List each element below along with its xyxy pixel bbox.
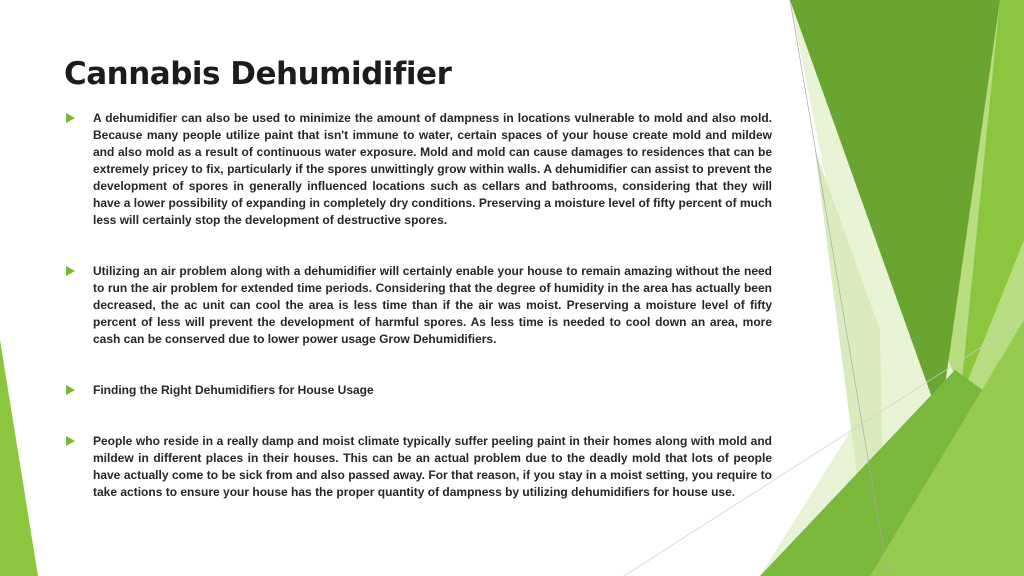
bullet-text: Utilizing an air problem along with a dehumidifier will certainly enable your house to remain amazing without the need to run the air problem for extended time periods. Considering that the degree of humidity in the area has actually been decreased, the ac unit can cool the area is less time than if the air was moist. Preserving a moisture level of fifty percent of less will prevent the development of harmful spores. As less time is needed to cool down an area, more cash can be conserved due to lower power usage Grow Dehumidifiers. <box>93 264 772 346</box>
bullet-text: A dehumidifier can also be used to minimize the amount of dampness in locations vulnerable to mold and also mold. Because many people utilize paint that isn't immune to water, certain spaces of your house create mold and mildew and also mold as a result of continuous water exposure. Mold and mold can cause damages to residences that can be extremely pricey to fix, particularly if the spores unwittingly grow within walls. A dehumidifier can assist to prevent the development of spores in generally influenced locations such as cellars and bathrooms, considering that they will have a lower possibility of expanding in completely dry conditions. Preserving a moisture level of fifty percent of much less will certainly stop the development of destructive spores. <box>93 111 772 227</box>
arrow-bullet-icon <box>66 385 75 395</box>
bullet-item <box>64 382 772 399</box>
arrow-bullet-icon <box>66 113 75 123</box>
bullet-text: Finding the Right Dehumidifiers for House Usage <box>93 383 374 397</box>
bullet-text: People who reside in a really damp and moist climate typically suffer peeling paint in their homes along with mold and mildew in different places in their houses. This can be an actual problem due to the deadly mold that lots of people have actually come to be sick from and also passed away. For that reason, if you stay in a moist setting, you require to take actions to ensure your house has the proper quantity of dampness by utilizing dehumidifiers for house use. <box>93 434 772 499</box>
arrow-bullet-icon <box>66 436 75 446</box>
arrow-bullet-icon <box>66 266 75 276</box>
left-green-shape <box>0 340 38 576</box>
bullet-list <box>64 110 772 501</box>
slide-title: Cannabis Dehumidifier <box>64 56 452 92</box>
bullet-item <box>64 433 772 501</box>
bullet-item <box>64 263 772 348</box>
bullet-item <box>64 110 772 229</box>
